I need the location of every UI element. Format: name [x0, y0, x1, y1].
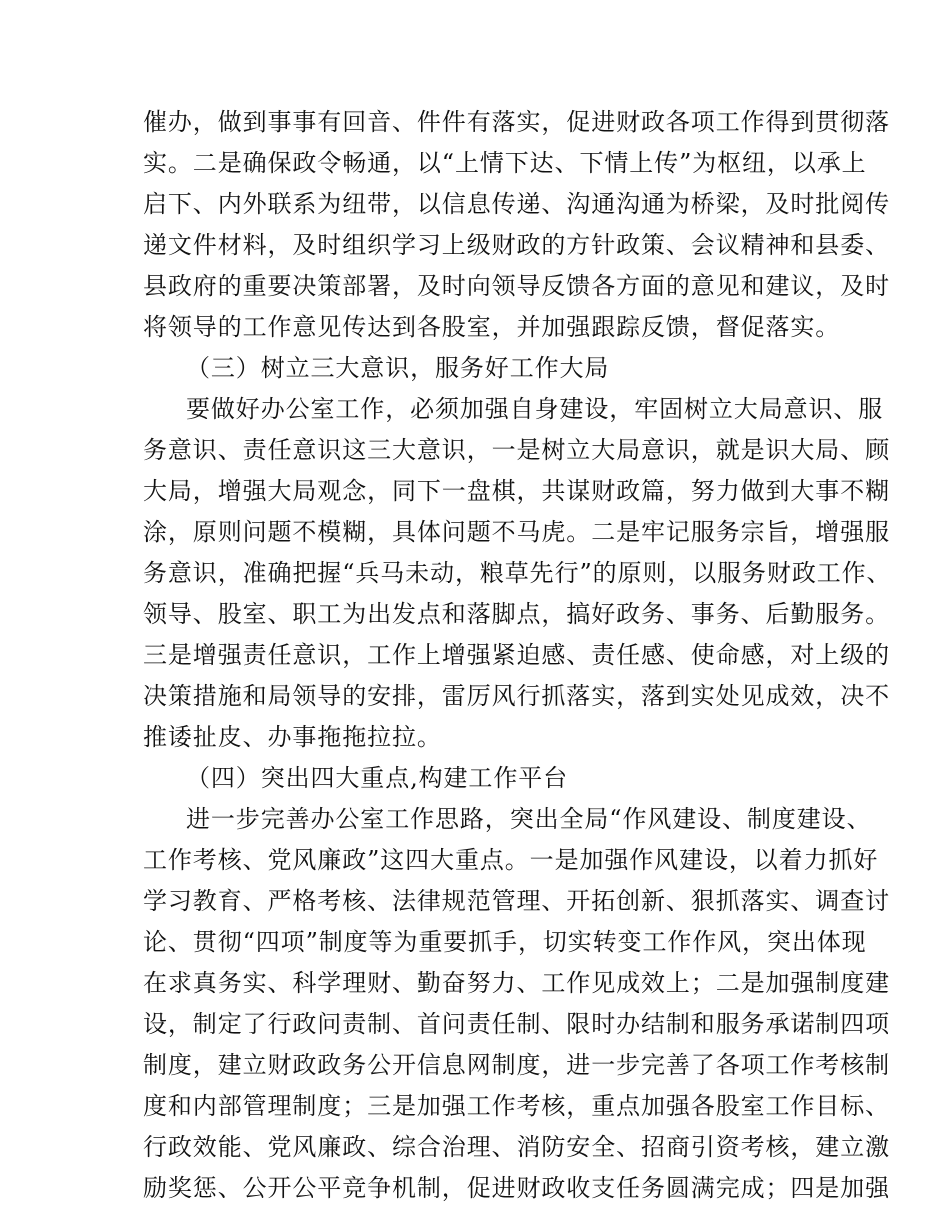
body-text-line: 务意识、责任意识这三大意识，一是树立大局意识，就是识大局、顾: [143, 436, 890, 464]
body-text-line: 论、贯彻“四项”制度等为重要抓手，切实转变工作作风，突出体现: [143, 928, 867, 956]
body-text-line: 行政效能、党风廉政、综合治理、消防安全、招商引资考核，建立激: [143, 1133, 890, 1161]
section-heading: （四）突出四大重点,构建工作平台: [186, 764, 569, 792]
body-text-line: 度和内部管理制度；三是加强工作考核，重点加强各股室工作目标、: [143, 1092, 890, 1120]
body-text-line: 将领导的工作意见传达到各股室，并加强跟踪反馈，督促落实。: [143, 313, 841, 341]
body-text-line: 启下、内外联系为纽带，以信息传递、沟通沟通为桥梁，及时批阅传: [143, 190, 890, 218]
body-text-line: 县政府的重要决策部署，及时向领导反馈各方面的意见和建议，及时: [143, 272, 890, 300]
paragraph-first-line: 进一步完善办公室工作思路，突出全局“作风建设、制度建设、: [186, 805, 872, 833]
body-text-line: 务意识，准确把握“兵马未动，粮草先行”的原则，以服务财政工作、: [143, 559, 892, 587]
body-text-line: 制度，建立财政政务公开信息网制度，进一步完善了各项工作考核制: [143, 1051, 890, 1079]
body-text-line: 励奖惩、公开公平竞争机制，促进财政收支任务圆满完成；四是加强: [143, 1174, 890, 1202]
body-text-line: 决策措施和局领导的安排，雷厉风行抓落实，落到实处见成效，决不: [143, 682, 890, 710]
body-text-line: 三是增强责任意识，工作上增强紧迫感、责任感、使命感，对上级的: [143, 641, 890, 669]
body-text-line: 设，制定了行政问责制、首问责任制、限时办结制和服务承诺制四项: [143, 1010, 890, 1038]
section-heading: （三）树立三大意识，服务好工作大局: [186, 354, 610, 382]
body-text-line: 推诿扯皮、办事拖拖拉拉。: [143, 723, 442, 751]
body-text-line: 催办，做到事事有回音、件件有落实，促进财政各项工作得到贯彻落: [143, 108, 890, 136]
body-text-line: 领导、股室、职工为出发点和落脚点，搞好政务、事务、后勤服务。: [143, 600, 890, 628]
body-text-line: 实。二是确保政令畅通，以“上情下达、下情上传”为枢纽，以承上: [143, 149, 867, 177]
body-text-line: 递文件材料，及时组织学习上级财政的方针政策、会议精神和县委、: [143, 231, 890, 259]
body-text-line: 在求真务实、科学理财、勤奋努力、工作见成效上；二是加强制度建: [143, 969, 890, 997]
paragraph-first-line: 要做好办公室工作，必须加强自身建设，牢固树立大局意识、服: [186, 395, 884, 423]
body-text-line: 涂，原则问题不模糊，具体问题不马虎。二是牢记服务宗旨，增强服: [143, 518, 890, 546]
body-text-line: 学习教育、严格考核、法律规范管理、开拓创新、狠抓落实、调查讨: [143, 887, 890, 915]
body-text-line: 大局，增强大局观念，同下一盘棋，共谋财政篇，努力做到大事不糊: [143, 477, 890, 505]
body-text-line: 工作考核、党风廉政”这四大重点。一是加强作风建设，以着力抓好: [143, 846, 879, 874]
